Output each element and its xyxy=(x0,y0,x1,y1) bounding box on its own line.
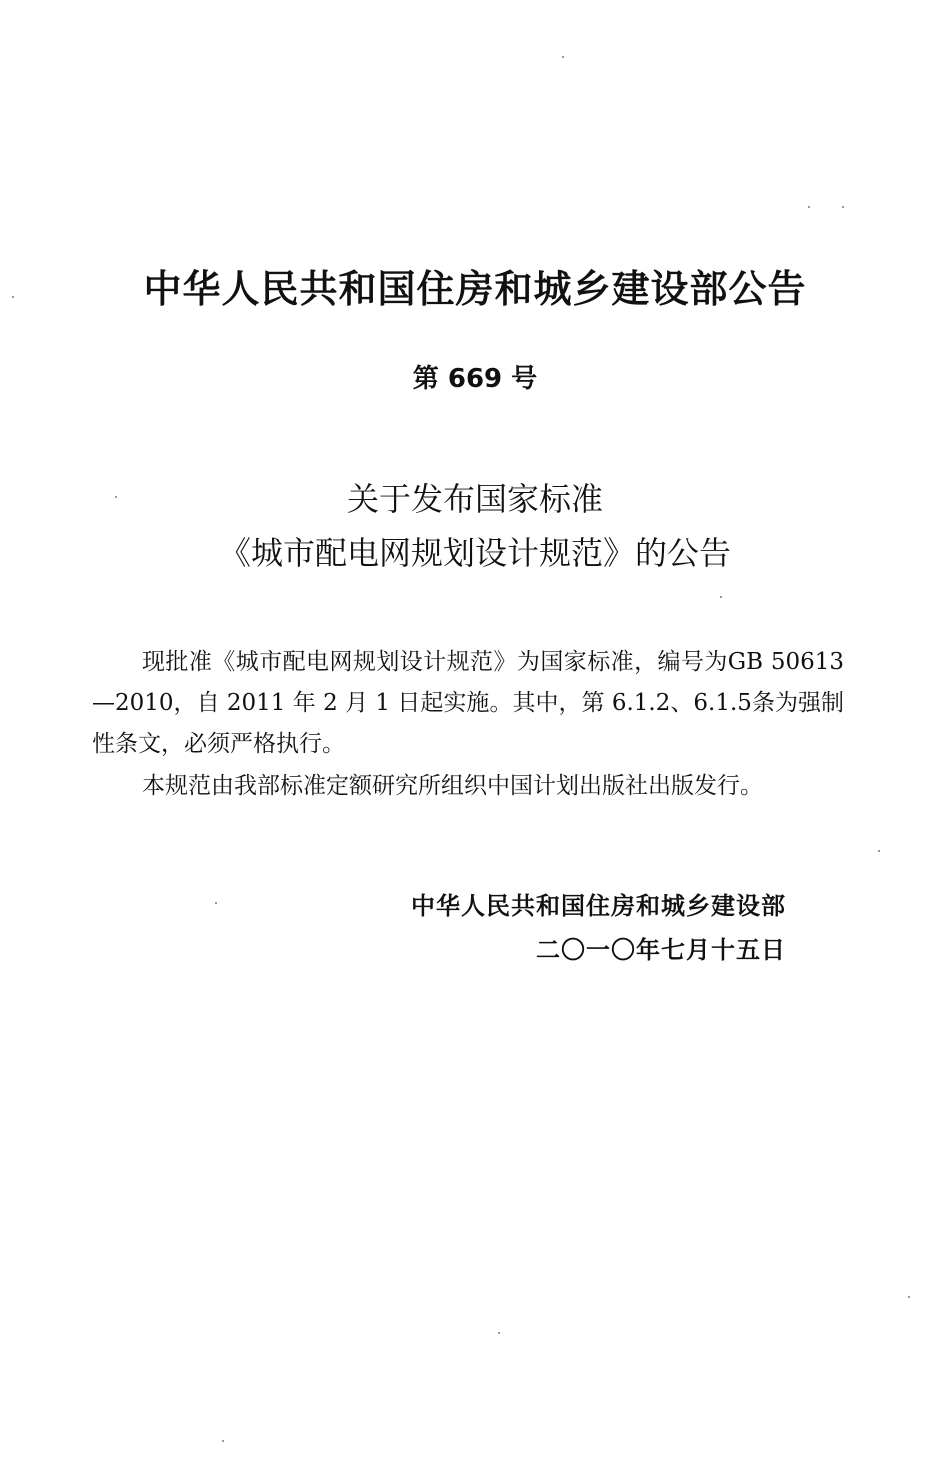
scan-speck xyxy=(842,206,844,208)
announcement-subject-line2: 《城市配电网规划设计规范》的公告 xyxy=(218,534,731,572)
scan-speck xyxy=(222,1440,224,1442)
scan-speck xyxy=(720,596,722,598)
scan-speck xyxy=(562,56,564,58)
scan-speck xyxy=(215,902,217,904)
signature-organization: 中华人民共和国住房和城乡建设部 xyxy=(411,892,786,920)
scan-speck xyxy=(498,1332,500,1334)
scan-speck xyxy=(115,496,117,498)
scan-speck xyxy=(12,296,14,298)
scan-speck xyxy=(808,206,810,208)
announcement-title: 中华人民共和国住房和城乡建设部公告 xyxy=(143,267,807,311)
scan-speck xyxy=(878,850,880,852)
scan-speck xyxy=(908,1296,910,1298)
signature-date: 二〇一〇年七月十五日 xyxy=(536,936,786,964)
announcement-number: 第 669 号 xyxy=(412,364,538,394)
body-paragraph-2: 本规范由我部标准定额研究所组织中国计划出版社出版发行。 xyxy=(142,773,763,799)
announcement-subject-line1: 关于发布国家标准 xyxy=(346,480,603,518)
body-paragraph-1: 现批准《城市配电网规划设计规范》为国家标准，编号为GB 50613—2010，自 2011 年 2 月 1 日起实施。其中，第 6.1.2、6.1.5条为强制性条文，必须严格执行。 xyxy=(92,649,844,757)
